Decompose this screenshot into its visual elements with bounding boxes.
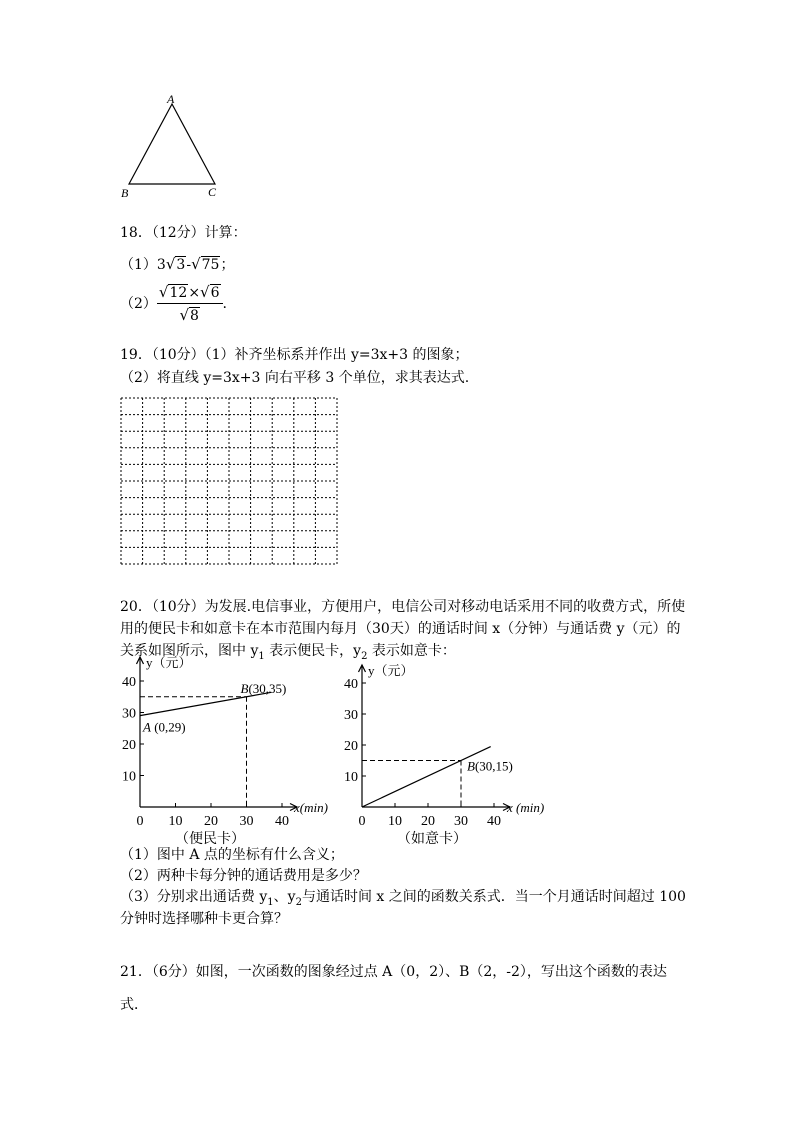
chart1-point-coords: (30,35): [248, 680, 287, 696]
chart2-point-label-b: [467, 759, 513, 774]
q20-line1: 20．（10分）为发展.电信事业，方便用户，电信公司对移动电话采用不同的收费方式，所使: [120, 599, 686, 615]
chart1-y-axis-label: y（元）: [146, 655, 192, 670]
q18-part1-coef: 3: [156, 257, 166, 273]
q21-line1: 21．（6分）如图，一次函数的图象经过点 A（0，2）、B（2，-2），写出这个函数的表达: [120, 964, 667, 980]
chart2-y-tick-label: 40: [344, 677, 358, 692]
q18-fraction: [157, 283, 223, 325]
sqrt-75: √75: [191, 255, 220, 273]
chart2-caption: （如意卡）: [397, 832, 467, 847]
q18-part1-prefix: （1）: [120, 257, 157, 273]
q18-part1-end: ；: [220, 257, 235, 273]
vertex-label-b: B: [121, 186, 129, 200]
chart1-point-letter: B: [240, 680, 249, 696]
chart1-series-line-y1: [140, 692, 271, 715]
chart1-x-tick-label: 40: [275, 814, 289, 829]
times-sign: ×: [188, 285, 201, 301]
chart2-x-axis-label: x (min): [507, 800, 545, 815]
chart2-x-tick-label: 20: [421, 814, 435, 829]
q18-part2-end: .: [222, 296, 227, 312]
sqrt-3: √3: [165, 255, 186, 273]
q19-line1: 19．（10分）（1）补齐坐标系并作出 y=3x+3 的图象；: [120, 347, 469, 363]
chart1-y-tick-label: 40: [122, 675, 136, 690]
chart2-y-axis-label: y（元）: [368, 663, 414, 678]
chart2-y-tick-label: 10: [344, 770, 358, 785]
sqrt-6: √6: [200, 283, 220, 301]
chart1-x-tick-label: 30: [239, 814, 254, 829]
chart1-x-tick-label: 0: [136, 814, 144, 829]
q20-sub3: （3）分别求出通话费 $y_1$、$y_2$与通话时间 x 之间的函数关系式．当一个月通话时间超过 100: [120, 889, 686, 908]
chart1-y-tick-label: 20: [122, 738, 136, 753]
q18-header: 18．（12分）计算：: [120, 225, 247, 241]
chart1-point-coords: (0,29): [150, 719, 186, 735]
chart2-x-tick-label: 0: [358, 814, 366, 829]
minus-sign: -: [186, 257, 192, 273]
chart1-x-tick-label: 10: [168, 814, 183, 829]
q19-line2: （2）将直线 y=3x+3 向右平移 3 个单位，求其表达式.: [120, 370, 470, 386]
chart1-point-letter: A: [143, 719, 151, 735]
q20-sub2: （2）两种卡每分钟的通话费用是多少？: [120, 868, 367, 884]
chart1-y-tick-label: 30: [122, 706, 136, 722]
chart2-y-tick-label: 30: [344, 708, 358, 723]
sqrt-12: √12: [158, 283, 188, 301]
chart2-series-line-y2: [362, 747, 491, 807]
chart2-x-tick-label: 40: [487, 814, 501, 829]
chart1-x-axis-label: x(min): [294, 800, 328, 815]
sqrt-8: √8: [179, 306, 199, 324]
q18-part1: [120, 255, 234, 274]
chart2-point-letter: B: [467, 758, 475, 774]
chart2-x-tick-label: 30: [454, 814, 468, 829]
chart-ruyi: [335, 660, 560, 855]
q20-line3: 关系如图所示，图中 $y_1$ 表示便民卡，$y_2$ 表示如意卡：: [120, 643, 456, 662]
chart2-y-tick-label: 20: [344, 739, 358, 754]
q20-line2: 用的便民卡和如意卡在本市范围内每月（30天）的通话时间 x（分钟）与通话费 y（元）的: [120, 621, 681, 637]
coordinate-grid: [120, 397, 338, 565]
chart1-caption: （便民卡）: [175, 832, 245, 847]
vertex-label-a: A: [167, 92, 175, 106]
q20-sub1: （1）图中 A 点的坐标有什么含义；: [120, 847, 344, 863]
chart1-point-label-a: [142, 720, 186, 735]
triangle-figure: [115, 92, 230, 202]
triangle-shape: [129, 104, 215, 184]
q18-part2: [120, 283, 227, 325]
vertex-label-c: C: [208, 185, 217, 199]
chart1-point-label-b: [241, 681, 287, 696]
chart2-point-coords: (30,15): [474, 758, 513, 774]
chart2-x-tick-label: 10: [388, 814, 402, 829]
chart1-x-tick-label: 20: [204, 814, 218, 829]
chart-bianmin: [112, 652, 337, 852]
q18-part2-prefix: （2）: [120, 296, 157, 312]
q20-sub3-line2: 分钟时选择哪种卡更合算？: [120, 911, 288, 927]
q21-line2: 式．: [120, 997, 148, 1013]
chart1-y-tick-label: 10: [122, 769, 136, 785]
